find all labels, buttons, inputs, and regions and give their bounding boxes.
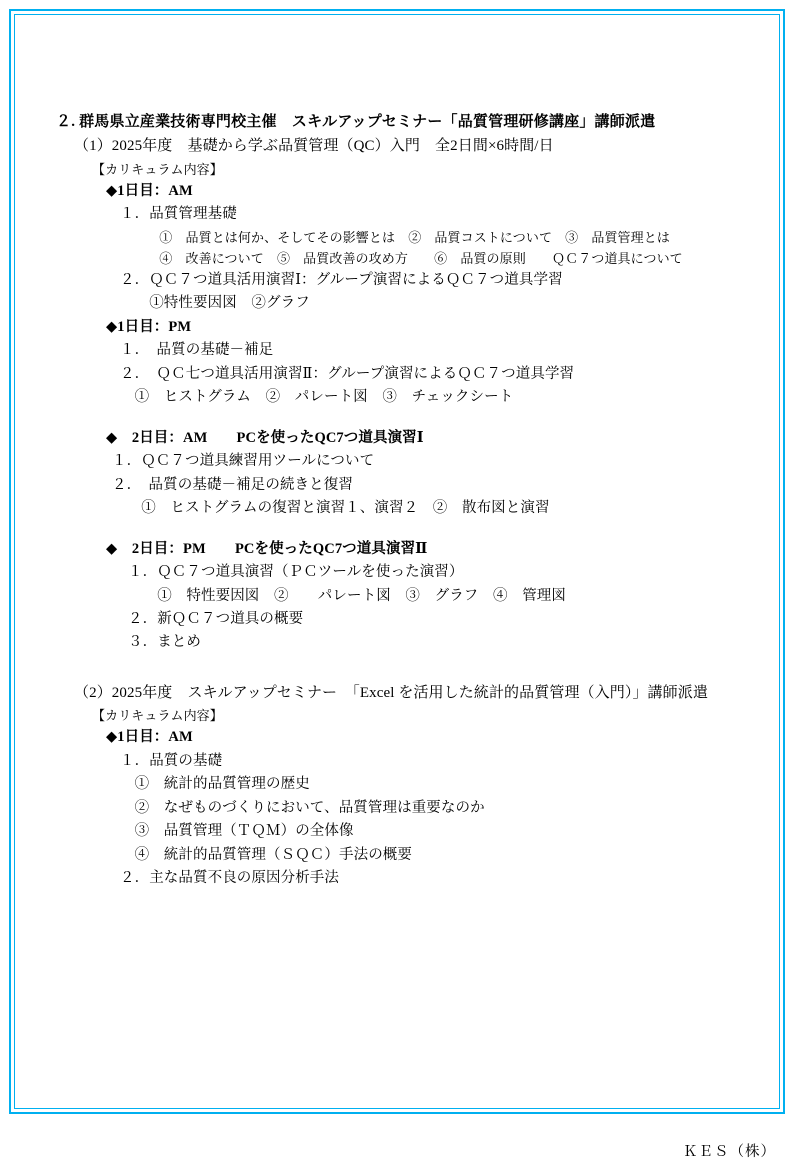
day-header: ◆1日目：AM	[106, 182, 193, 199]
curriculum-line: ① 特性要因図 ② パレート図 ③ グラフ ④ 管理図	[128, 587, 566, 604]
item-1-block-2	[92, 427, 736, 521]
curriculum-line: ④ 改善について ⑤ 品質改善の攻め方 ⑥ 品質の原則 ＱＣ７つ道具について	[120, 250, 683, 266]
item-2-block-0	[92, 726, 736, 890]
curriculum-line: ④ 統計的品質管理（ＳＱＣ）手法の概要	[120, 846, 412, 863]
day-header: ◆ 2日目：AM PCを使ったQC7つ道具演習Ⅰ	[106, 429, 424, 446]
curriculum-line: ２． 品質の基礎－補足の続きと復習	[112, 476, 353, 493]
curriculum-line: ① 統計的品質管理の歴史	[120, 776, 310, 793]
document-content	[56, 110, 776, 1160]
day-header: ◆1日目：AM	[106, 729, 193, 746]
curriculum-line: ③ 品質管理（ＴＱＭ）の全体像	[120, 823, 354, 840]
curriculum-line: １．ＱＣ７つ道具演習（ＰＣツールを使った演習）	[128, 564, 464, 581]
section-heading: ２. 群馬県立産業技術専門校主催 スキルアップセミナー「品質管理研修講座」講師派遣	[56, 114, 656, 130]
item-1-block-3	[92, 538, 736, 655]
item-1-block-0	[92, 180, 736, 316]
curriculum-line: １．品質管理基礎	[120, 206, 237, 223]
curriculum-line: ２．新ＱＣ７つ道具の概要	[128, 611, 304, 627]
curriculum-line: １．品質の基礎	[120, 752, 223, 769]
curriculum-line: １．ＱＣ７つ道具練習用ツールについて	[112, 453, 375, 470]
item-2	[56, 681, 736, 891]
item-1	[56, 134, 736, 655]
item-2-curriculum-label: 【カリキュラム内容】	[92, 708, 223, 724]
item-1-block-1	[92, 316, 736, 410]
curriculum-line: １． 品質の基礎－補足	[120, 342, 274, 359]
curriculum-line: ② なぜものづくりにおいて、品質管理は重要なのか	[120, 799, 485, 816]
curriculum-line: ２． ＱＣ七つ道具活用演習Ⅱ：グループ演習によるＱＣ７つ道具学習	[120, 365, 575, 382]
curriculum-line: ２．主な品質不良の原因分析手法	[120, 870, 339, 887]
day-header: ◆1日目：PM	[106, 318, 192, 335]
curriculum-line: ① ヒストグラムの復習と演習１、演習２ ② 散布図と演習	[112, 500, 550, 517]
document-footer: ＫＥＳ（株）	[683, 1144, 776, 1160]
day-header: ◆ 2日目：PM PCを使ったQC7つ道具演習Ⅱ	[106, 540, 428, 557]
curriculum-line: ３．まとめ	[128, 634, 201, 651]
item-1-curriculum-label: 【カリキュラム内容】	[92, 161, 223, 177]
item-2-title: （2）2025年度 スキルアップセミナー 「Excel を活用した統計的品質管理（入門）」講師派遣	[74, 684, 708, 701]
curriculum-line: ① ヒストグラム ② パレート図 ③ チェックシート	[120, 389, 514, 406]
item-1-title: （1）2025年度 基礎から学ぶ品質管理（QC）入門 全2日間×6時間/日	[74, 138, 554, 155]
curriculum-line: ２．ＱＣ７つ道具活用演習Ⅰ：グループ演習によるＱＣ７つ道具学習	[120, 271, 563, 288]
curriculum-line: ①特性要因図 ②グラフ	[120, 295, 310, 312]
curriculum-line: ① 品質とは何か、そしてその影響とは ② 品質コストについて ③ 品質管理とは	[120, 229, 670, 245]
